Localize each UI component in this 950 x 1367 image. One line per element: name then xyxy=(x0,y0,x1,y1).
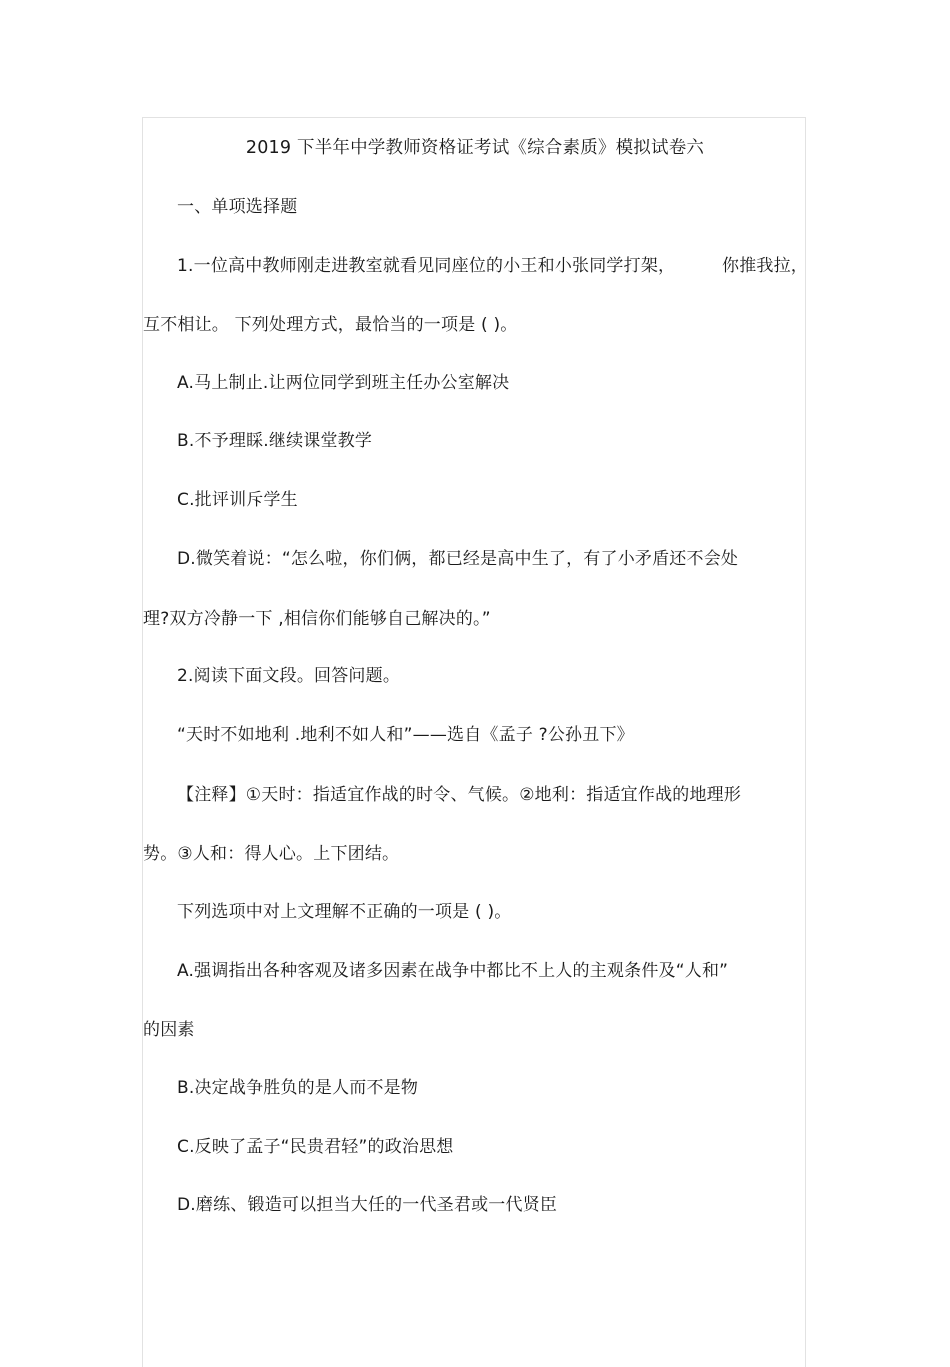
section-heading: 一、单项选择题 xyxy=(177,197,298,217)
q2-option-a-line1: A.强调指出各种客观及诸多因素在战争中都比不上人的主观条件及“人和” xyxy=(177,961,729,981)
q1-option-d-line1: D.微笑着说：“怎么啦，你们俩，都已经是高中生了，有了小矛盾还不会处 xyxy=(177,549,739,569)
document-title: 2019 下半年中学教师资格证考试《综合素质》模拟试卷六 xyxy=(245,138,705,158)
q1-stem-line2: 互不相让。 下列处理方式，最恰当的一项是 ( )。 xyxy=(143,315,518,335)
q1-option-d-line2: 理?双方冷静一下 ,相信你们能够自己解决的。” xyxy=(143,609,491,629)
q1-option-c: C.批评训斥学生 xyxy=(177,490,298,510)
q2-option-d: D.磨练、锻造可以担当大任的一代圣君或一代贤臣 xyxy=(177,1195,558,1215)
q2-note-line2: 势。③人和：得人心。上下团结。 xyxy=(143,844,400,864)
q2-note-line1: 【注释】①天时：指适宜作战的时令、气候。②地利：指适宜作战的地理形 xyxy=(177,785,742,805)
q1-option-b: B.不予理睬.继续课堂教学 xyxy=(177,431,373,451)
q1-option-a: A.马上制止.让两位同学到班主任办公室解决 xyxy=(177,373,510,393)
q2-option-c: C.反映了孟子“民贵君轻”的政治思想 xyxy=(177,1137,454,1157)
q2-quote: “天时不如地利 .地利不如人和”——选自《孟子 ?公孙丑下》 xyxy=(177,725,634,745)
q2-stem: 2.阅读下面文段。回答问题。 xyxy=(177,666,401,686)
q2-question: 下列选项中对上文理解不正确的一项是 ( )。 xyxy=(177,902,512,922)
q2-option-b: B.决定战争胜负的是人而不是物 xyxy=(177,1078,419,1098)
q1-stem-line1-end: 你推我拉， xyxy=(722,256,808,276)
q2-option-a-line2: 的因素 xyxy=(143,1020,195,1040)
q1-stem-line1: 1.一位高中教师刚走进教室就看见同座位的小王和小张同学打架， xyxy=(177,256,676,276)
